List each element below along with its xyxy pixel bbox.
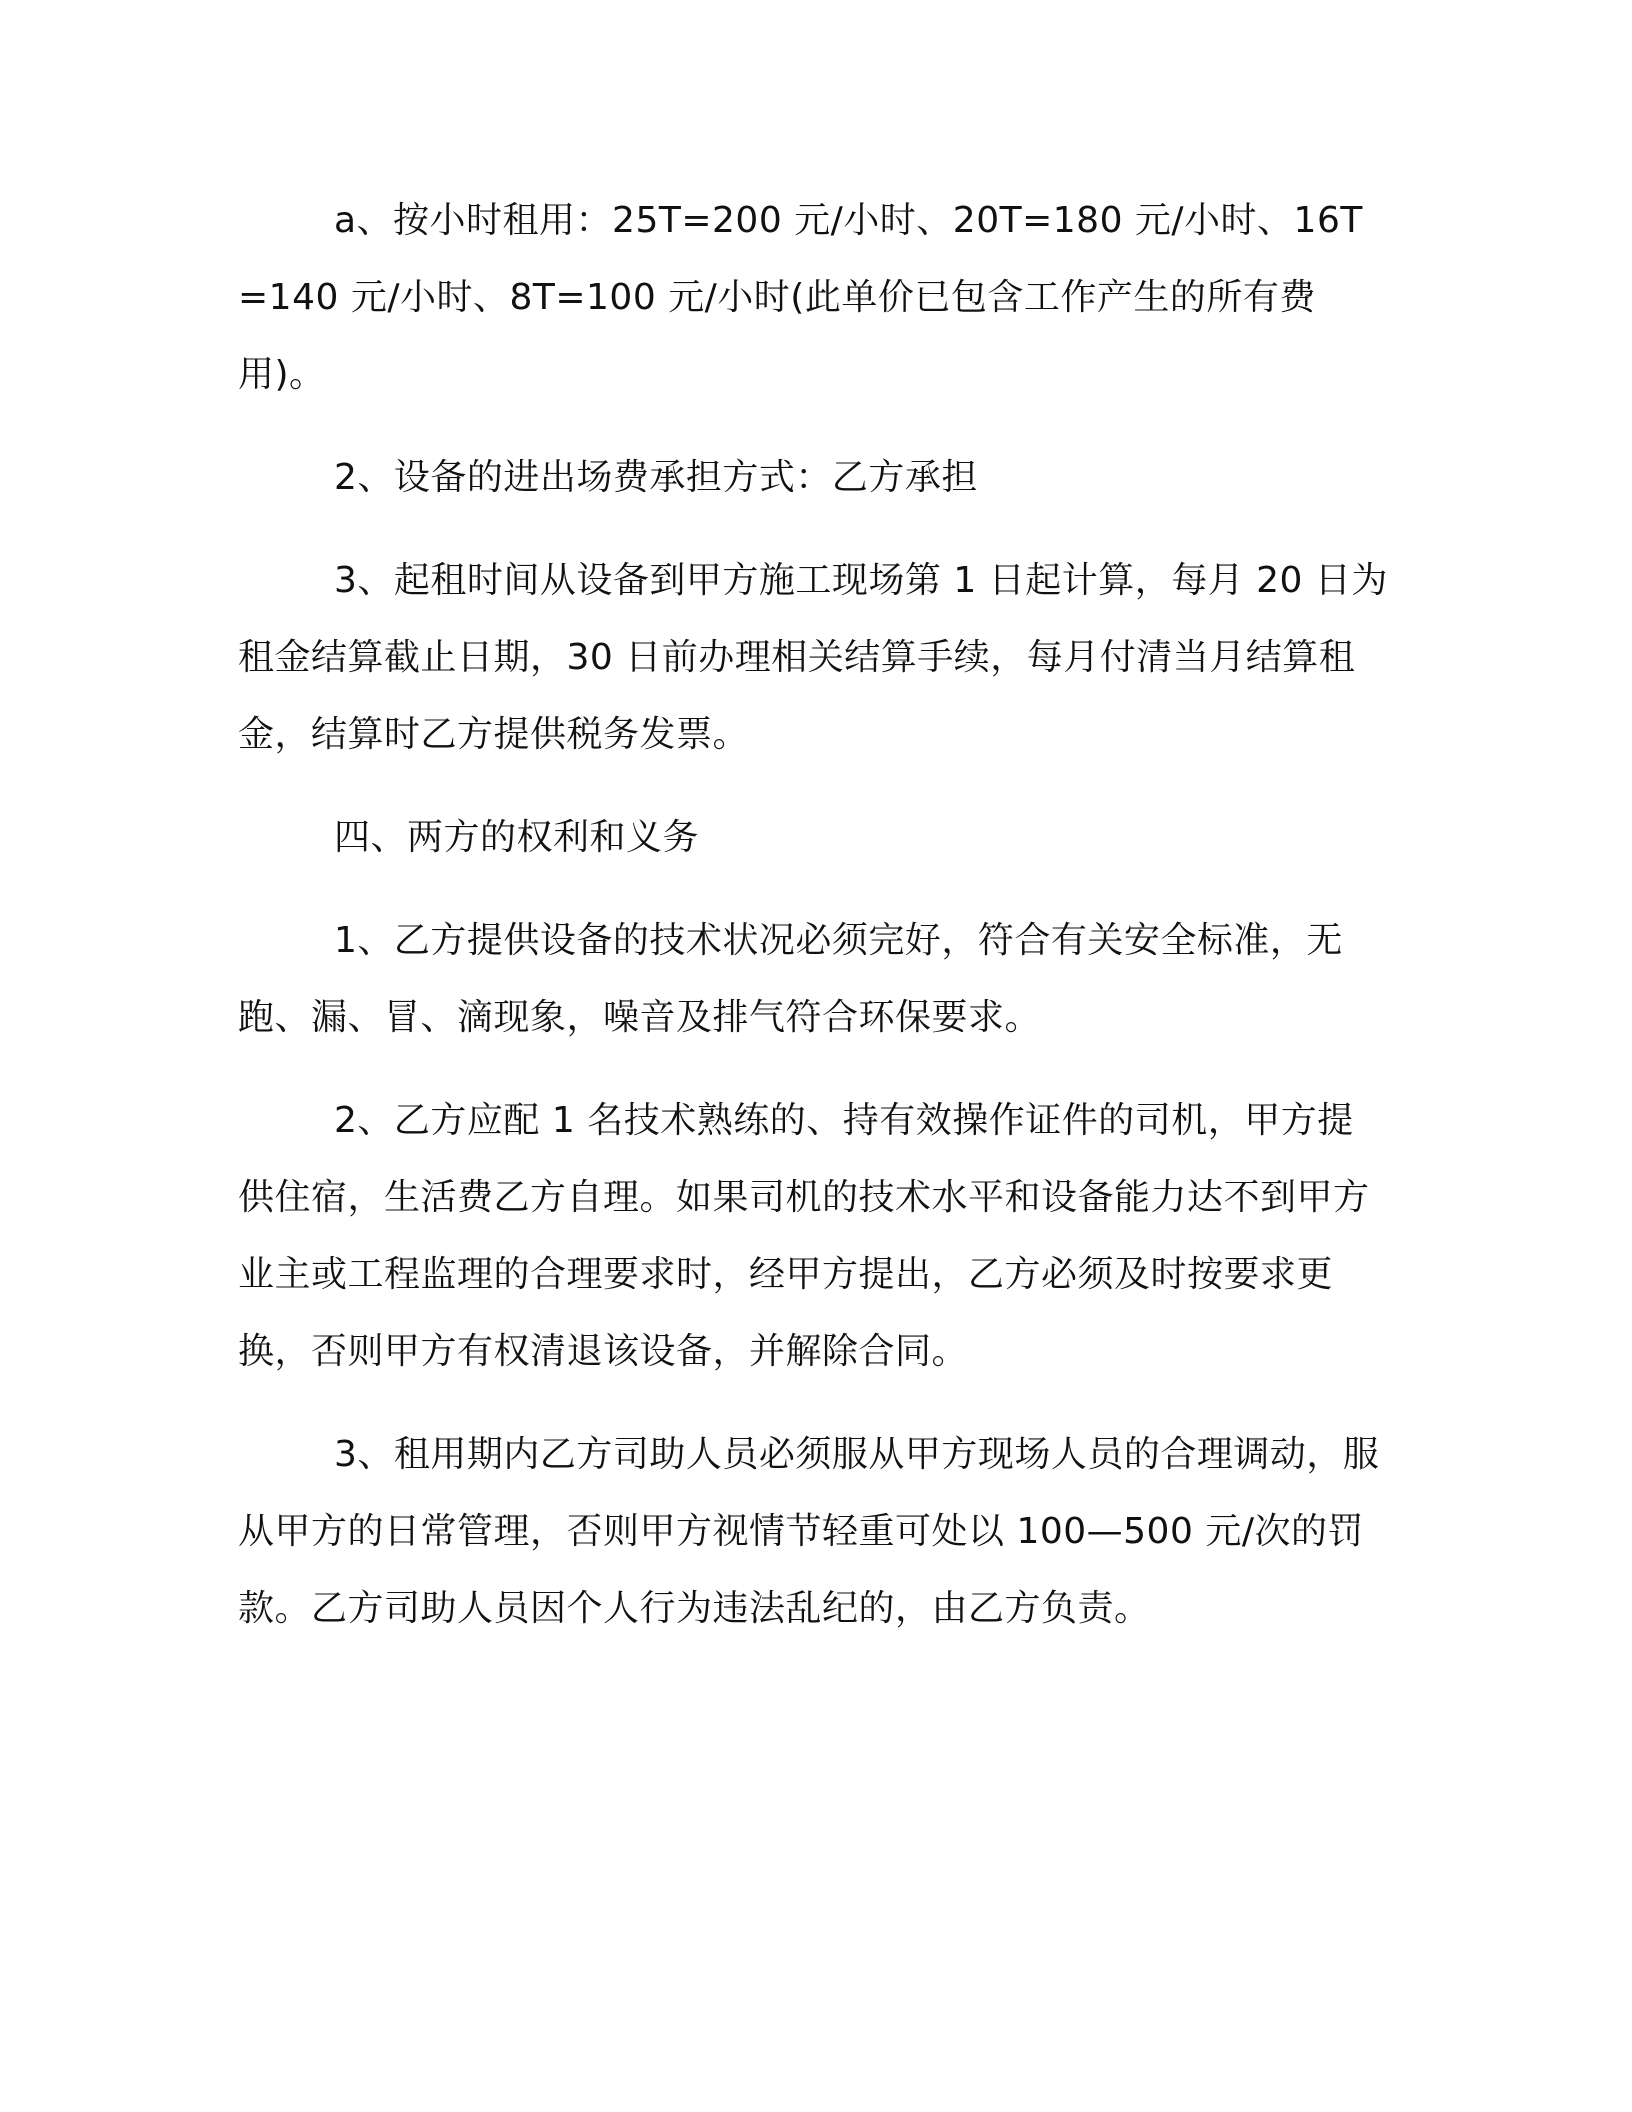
section-heading-rights-obligations: 四、两方的权利和义务 [334, 817, 700, 858]
paragraph-staff-management: 3、租用期内乙方司助人员必须服从甲方现场人员的合理调动，服从甲方的日常管理，否则甲方视情节轻重可处以 100—500 元/次的罚款。乙方司助人员因个人行为违法乱纪的，由乙方负责。 [238, 1434, 1380, 1629]
paragraph-hourly-rates: a、按小时租用：25T=200 元/小时、20T=180 元/小时、16T=140 元/小时、8T=100 元/小时(此单价已包含工作产生的所有费用)。 [238, 200, 1363, 395]
document-body [238, 182, 1388, 1673]
paragraph-entry-exit-fee: 2、设备的进出场费承担方式：乙方承担 [334, 457, 978, 498]
paragraph-rental-start-settlement: 3、起租时间从设备到甲方施工现场第 1 日起计算，每月 20 日为租金结算截止日期，30 日前办理相关结算手续，每月付清当月结算租金，结算时乙方提供税务发票。 [238, 560, 1388, 755]
paragraph-driver-requirement: 2、乙方应配 1 名技术熟练的、持有效操作证件的司机，甲方提供住宿，生活费乙方自理。如果司机的技术水平和设备能力达不到甲方业主或工程监理的合理要求时，经甲方提出，乙方必须及时按要求更换，否则甲方有权清退该设备，并解除合同。 [238, 1100, 1370, 1372]
paragraph-equipment-condition: 1、乙方提供设备的技术状况必须完好，符合有关安全标准，无跑、漏、冒、滴现象，噪音及排气符合环保要求。 [238, 920, 1343, 1038]
